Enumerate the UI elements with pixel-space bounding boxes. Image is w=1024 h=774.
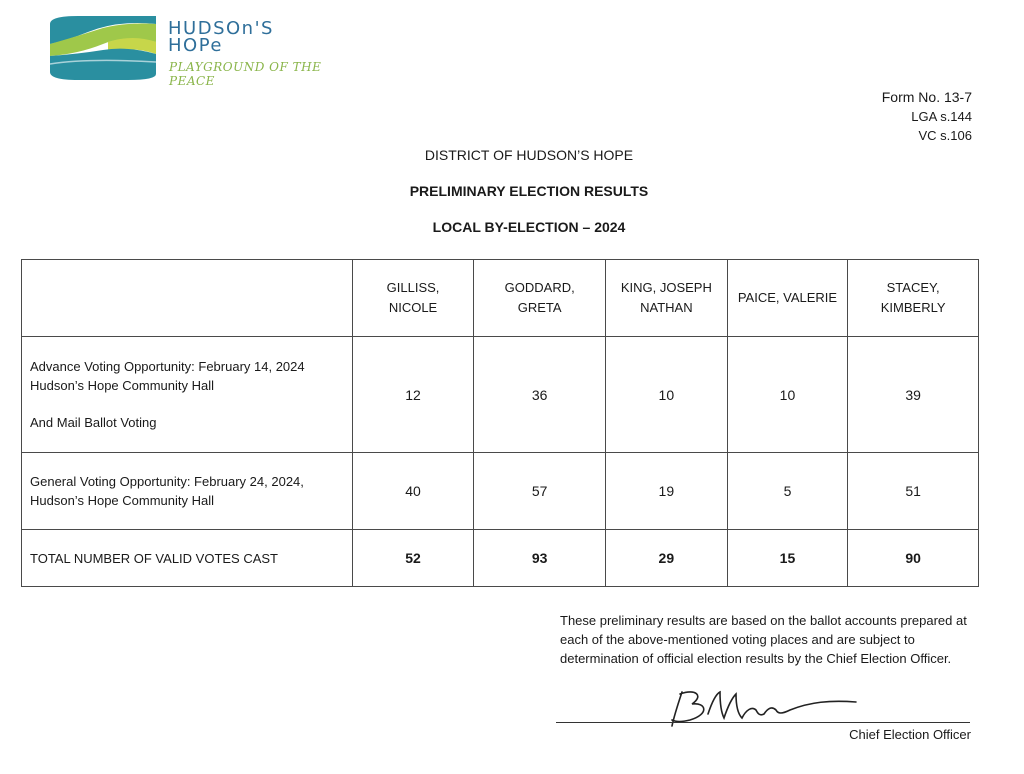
candidate-name-line: GRETA xyxy=(517,300,562,315)
vote-count: 40 xyxy=(352,453,474,530)
candidate-name-line: KING, JOSEPH xyxy=(620,280,712,295)
candidate-header-row xyxy=(22,260,979,337)
vote-count: 57 xyxy=(474,453,606,530)
candidate-header xyxy=(727,260,848,337)
form-number: Form No. 13-7 xyxy=(881,89,972,105)
signature-title: Chief Election Officer xyxy=(849,727,971,742)
logo-mark-icon xyxy=(48,14,160,82)
candidate-header xyxy=(352,260,474,337)
row-label-line: Hudson’s Hope Community Hall xyxy=(30,493,215,508)
vote-count: 12 xyxy=(352,337,474,453)
signature-line xyxy=(556,722,970,723)
candidate-name-line: STACEY, xyxy=(886,280,940,295)
row-label xyxy=(22,453,353,530)
candidate-name-line: NICOLE xyxy=(388,300,438,315)
vote-count: 19 xyxy=(606,453,728,530)
candidate-name-line: PAICE, VALERIE xyxy=(737,290,838,305)
total-label: TOTAL NUMBER OF VALID VOTES CAST xyxy=(22,530,353,587)
table-row xyxy=(22,453,979,530)
candidate-name-line: GILLISS, xyxy=(386,280,440,295)
vote-count: 10 xyxy=(727,337,848,453)
total-count: 15 xyxy=(727,530,848,587)
vote-count: 5 xyxy=(727,453,848,530)
results-heading: PRELIMINARY ELECTION RESULTS xyxy=(409,183,649,199)
vc-section: VC s.106 xyxy=(918,128,972,143)
logo-title: HUDSOn'S HOPe xyxy=(168,18,274,56)
candidate-header xyxy=(848,260,979,337)
vote-count: 51 xyxy=(848,453,979,530)
candidate-name-line: KIMBERLY xyxy=(880,300,946,315)
vote-count: 10 xyxy=(606,337,728,453)
total-count: 90 xyxy=(848,530,979,587)
preliminary-note: These preliminary results are based on the ballot accounts prepared at each of the above-mentioned voting places and are subject to determination of official election results by the Chief Election Officer. xyxy=(560,613,967,666)
total-row xyxy=(22,530,979,587)
signature-mark xyxy=(660,684,860,730)
total-count: 29 xyxy=(606,530,728,587)
row-label-line: Hudson’s Hope Community Hall xyxy=(30,378,215,393)
row-label-line: Advance Voting Opportunity: February 14, 2024 xyxy=(30,359,305,374)
vote-count: 36 xyxy=(474,337,606,453)
district-logo xyxy=(48,14,338,88)
form-reference xyxy=(882,88,972,145)
logo-tagline: PLAYGROUND OF THE PEACE xyxy=(169,60,322,88)
vote-count: 39 xyxy=(848,337,979,453)
row-label xyxy=(22,337,353,453)
lga-section: LGA s.144 xyxy=(911,109,972,124)
candidate-header xyxy=(474,260,606,337)
candidate-header xyxy=(606,260,728,337)
candidate-name-line: NATHAN xyxy=(640,300,693,315)
district-heading: DISTRICT OF HUDSON’S HOPE xyxy=(424,147,634,163)
header-blank-cell xyxy=(22,260,353,337)
election-heading: LOCAL BY-ELECTION – 2024 xyxy=(432,219,626,235)
results-table xyxy=(21,259,979,587)
total-count: 93 xyxy=(474,530,606,587)
row-label-line: General Voting Opportunity: February 24, 2024, xyxy=(30,474,304,489)
total-count: 52 xyxy=(352,530,474,587)
table-row xyxy=(22,337,979,453)
row-label-line: And Mail Ballot Voting xyxy=(30,415,157,430)
candidate-name-line: GODDARD, xyxy=(504,280,575,295)
